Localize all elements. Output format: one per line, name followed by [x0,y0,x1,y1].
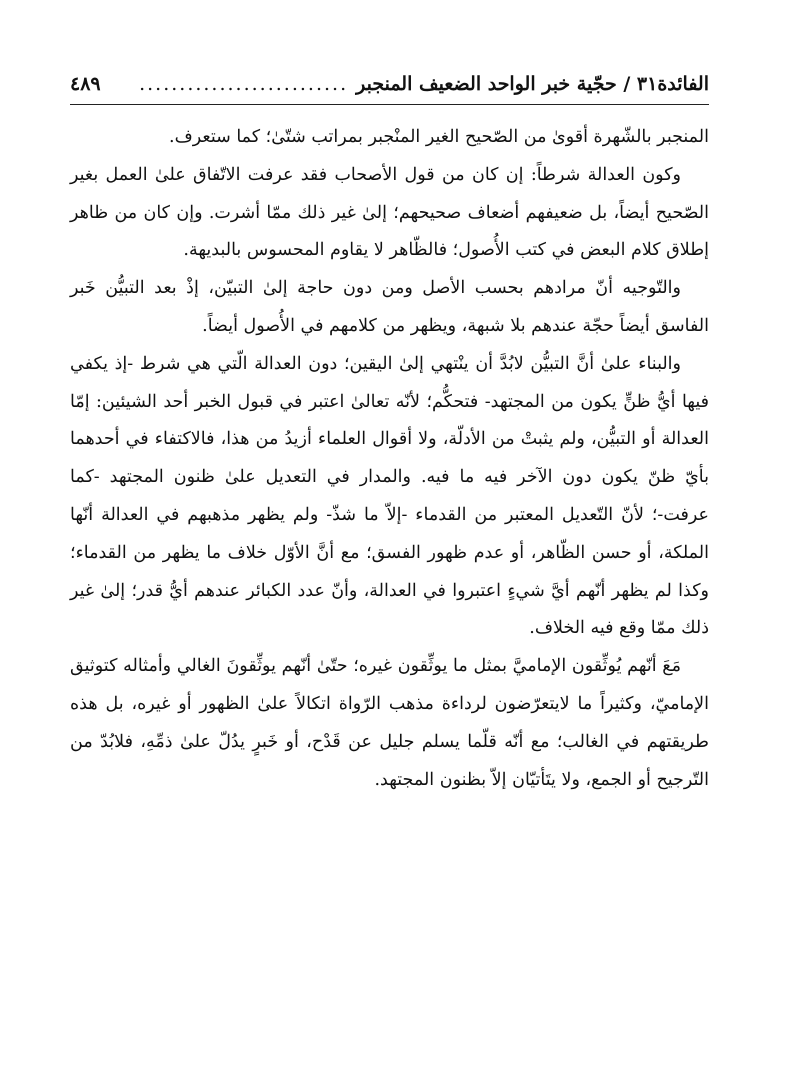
header-title: الفائدة٣١ / حجّية خبر الواحد الضعيف المنجبر [356,73,709,95]
paragraph: وكون العدالة شرطاً: إن كان من قول الأصحاب فقد عرفت الاتّفاق علىٰ العمل بغير الصّحيح أيضاً، بل ضعيفهم أضعاف صحيحهم؛ إلىٰ غير ذلك ممّا أشرت. وإن كان من ظاهر إطلاق كلام البعض في كتب الأُصول؛ فالظّاهر لا يقاوم المحسوس بالبديهة. [70,164,709,261]
paragraph: المنجبر بالشّهرة أقوىٰ من الصّحيح الغير المنْجبر بمراتب شتّىٰ؛ كما ستعرف. [169,127,709,147]
header-leader-dots: .......................... [139,73,349,95]
paragraph: مَعَ أنّهم يُوثِّقون الإماميَّ بمثل ما يوثِّقون غيره؛ حتّىٰ أنّهم يوثِّقونَ الغالي وأمثاله كتوثيق الإماميّ، وكثيراً ما لايتعرّضون لرداءة مذهب الرّواة اتكالاً علىٰ الظهور أو غيره، بل هذه طريقتهم في الغالب؛ مع أنّه قلّما يسلم جليل عن قَدْح، أو خَبرٍ يدُلّ علىٰ ذمِّهِ، فلابُدّ من التّرجيح أو الجمع، ولا يتَأتيّان إلاّ بظنون المجتهد. [70,656,709,790]
running-header [70,70,709,105]
book-page [70,70,709,1051]
paragraph: والبناء علىٰ أنَّ التبيُّن لابُدَّ أن ينْتهي إلىٰ اليقين؛ دون العدالة الّتي هي شرط -إذ يكفي فيها أيُّ ظنٍّ يكون من المجتهد- فتحكُّم؛ لأنّه تعالىٰ اعتبر في قبول الخبر أحد الشيئين: إمّا العدالة أو التبيُّن، ولم يثبتْ من الأدلّة، ولا أقوال العلماء أزيدُ من هذا، فالاكتفاء في أحدهما بأيّ ظنّ يكون دون الآخر فيه ما فيه. والمدار في التعديل علىٰ ظنون المجتهد -كما عرفت-؛ لأنّ التّعديل المعتبر من القدماء -إلاّ ما شذّ- ولم يظهر مذهبهم في العدالة أنّها الملكة، أو حسن الظّاهر، أو عدم ظهور الفسق؛ مع أنَّ الأوّل خلاف ما يظهر من القدماء؛ وكذا لم يظهر أنّهم أيَّ شيءٍ اعتبروا في العدالة، وأنّ عدد الكبائر عندهم أيُّ قدر؛ إلىٰ غير ذلك ممّا وقع فيه الخلاف. [70,353,709,639]
page-body [70,119,709,799]
paragraph: والتّوجيه أنّ مرادهم بحسب الأصل ومن دون حاجة إلىٰ التبيّن، إذْ بعد التبيُّن خَبر الفاسق أيضاً حجّة عندهم بلا شبهة، ويظهر من كلامهم في الأُصول أيضاً. [70,278,709,336]
page-number: ٤٨٩ [70,73,101,95]
